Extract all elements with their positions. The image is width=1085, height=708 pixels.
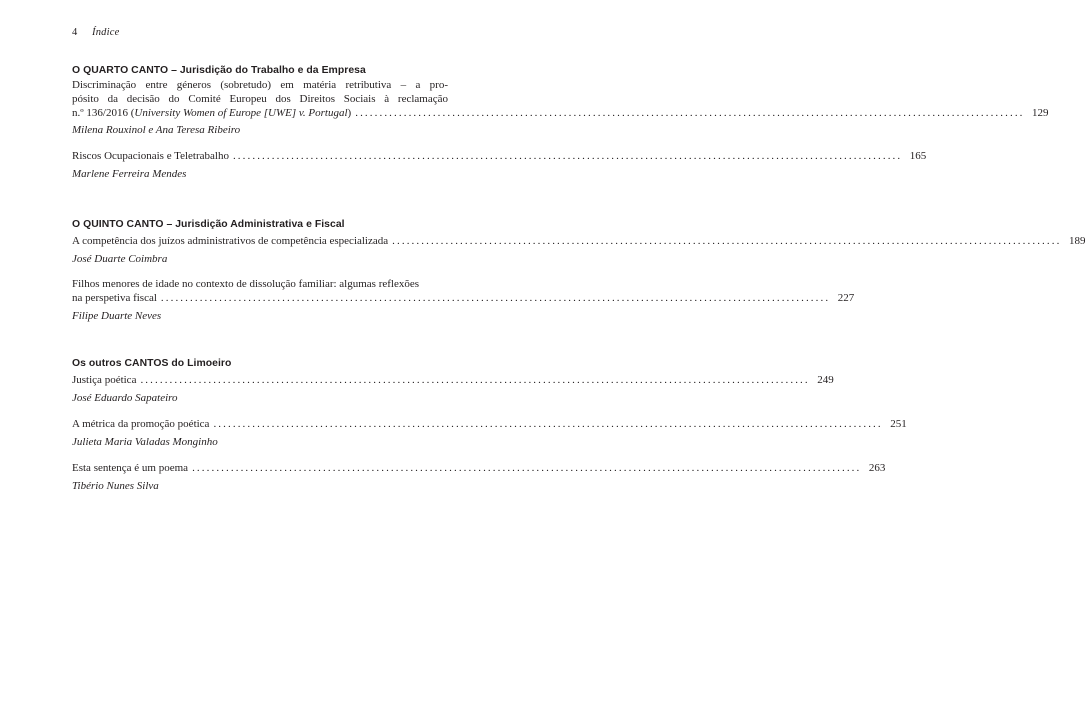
section-title <box>72 218 448 231</box>
entry-case-name: University Women of Europe [UWE] v. Portugal <box>134 107 348 119</box>
entry-author: Tibério Nunes Silva <box>72 480 159 492</box>
running-head-title: Índice <box>92 27 120 38</box>
dot-leader: .......................................................................................................................................... <box>140 374 810 386</box>
section-title-rest: – Jurisdição do Trabalho e da Empresa <box>168 65 366 76</box>
section-quinto-canto <box>72 218 1085 323</box>
section-title-prefix: O QUARTO CANTO <box>72 65 169 76</box>
entry-title-line-1: Filhos menores de idade no contexto de dissolução familiar: algumas reflexões <box>72 278 420 290</box>
entry-title-line-2: pósito da decisão do Comité Europeu dos Direitos Sociais à reclamação <box>72 93 448 105</box>
entry-author: Milena Rouxinol e Ana Teresa Ribeiro <box>72 124 241 136</box>
entry-title-line <box>72 461 886 475</box>
entry-title-line-3 <box>72 106 1049 120</box>
toc-entry[interactable] <box>72 417 907 449</box>
dot-leader: .......................................................................................................................................... <box>213 418 883 430</box>
dot-leader: .......................................................................................................................................... <box>160 292 831 304</box>
entry-author: José Eduardo Sapateiro <box>72 392 178 404</box>
entry-author: Marlene Ferreira Mendes <box>72 168 187 180</box>
entry-page-number: 263 <box>868 462 886 474</box>
section-title-rest: – Jurisdição Administrativa e Fiscal <box>163 219 345 230</box>
page-number: 4 <box>72 27 78 38</box>
entry-page-number: 249 <box>817 374 834 386</box>
entry-title-line <box>72 417 907 431</box>
entry-title-line <box>72 373 834 387</box>
entry-author: Julieta Maria Valadas Monginho <box>72 436 218 448</box>
toc-entry[interactable] <box>72 78 1049 137</box>
toc-entry[interactable] <box>72 373 834 405</box>
entry-title-end: na perspetiva fiscal <box>72 292 157 304</box>
toc-page <box>72 0 1085 708</box>
section-outros-cantos <box>72 357 907 493</box>
dot-leader: .......................................................................................................................................... <box>355 107 1025 119</box>
entry-title-segment <box>72 106 351 120</box>
entry-title: Justiça poética <box>72 374 137 386</box>
entry-author: José Duarte Coimbra <box>72 253 168 265</box>
section-title <box>72 357 448 370</box>
entry-page-number: 227 <box>837 292 855 304</box>
entry-title: Esta sentença é um poema <box>72 462 189 474</box>
running-head <box>72 27 119 38</box>
entry-title-line-2 <box>72 291 855 305</box>
entry-page-number: 251 <box>890 418 907 430</box>
section-title-rest: do Limoeiro <box>168 358 232 369</box>
entry-title-line-1: Discriminação entre géneros (sobretudo) em matéria retributiva – a pro- <box>72 79 448 91</box>
dot-leader: .......................................................................................................................................... <box>232 150 903 162</box>
toc-entry[interactable] <box>72 461 886 493</box>
section-title-prefix: O QUINTO CANTO <box>72 219 164 230</box>
toc-entry[interactable] <box>72 277 855 323</box>
toc-entry[interactable] <box>72 234 1085 266</box>
section-title <box>72 64 448 77</box>
entry-title: Riscos Ocupacionais e Teletrabalho <box>72 150 229 162</box>
entry-title-line <box>72 234 1085 248</box>
entry-title-line <box>72 149 927 163</box>
dot-leader: .......................................................................................................................................... <box>192 462 862 474</box>
entry-title: A métrica da promoção poética <box>72 418 210 430</box>
toc-entry[interactable] <box>72 149 927 181</box>
entry-author: Filipe Duarte Neves <box>72 310 162 322</box>
entry-page-number: 165 <box>909 150 927 162</box>
entry-case-prefix: n.º 136/2016 ( <box>72 107 135 119</box>
section-title-prefix: Os outros CANTOS <box>72 358 169 369</box>
dot-leader: .......................................................................................................................................... <box>392 235 1062 247</box>
entry-case-suffix: ) <box>347 107 352 119</box>
entry-page-number: 189 <box>1068 235 1085 247</box>
entry-title: A competência dos juízos administrativos de competência especializada <box>72 235 389 247</box>
section-quarto-canto <box>72 64 1049 181</box>
entry-page-number: 129 <box>1032 107 1049 119</box>
